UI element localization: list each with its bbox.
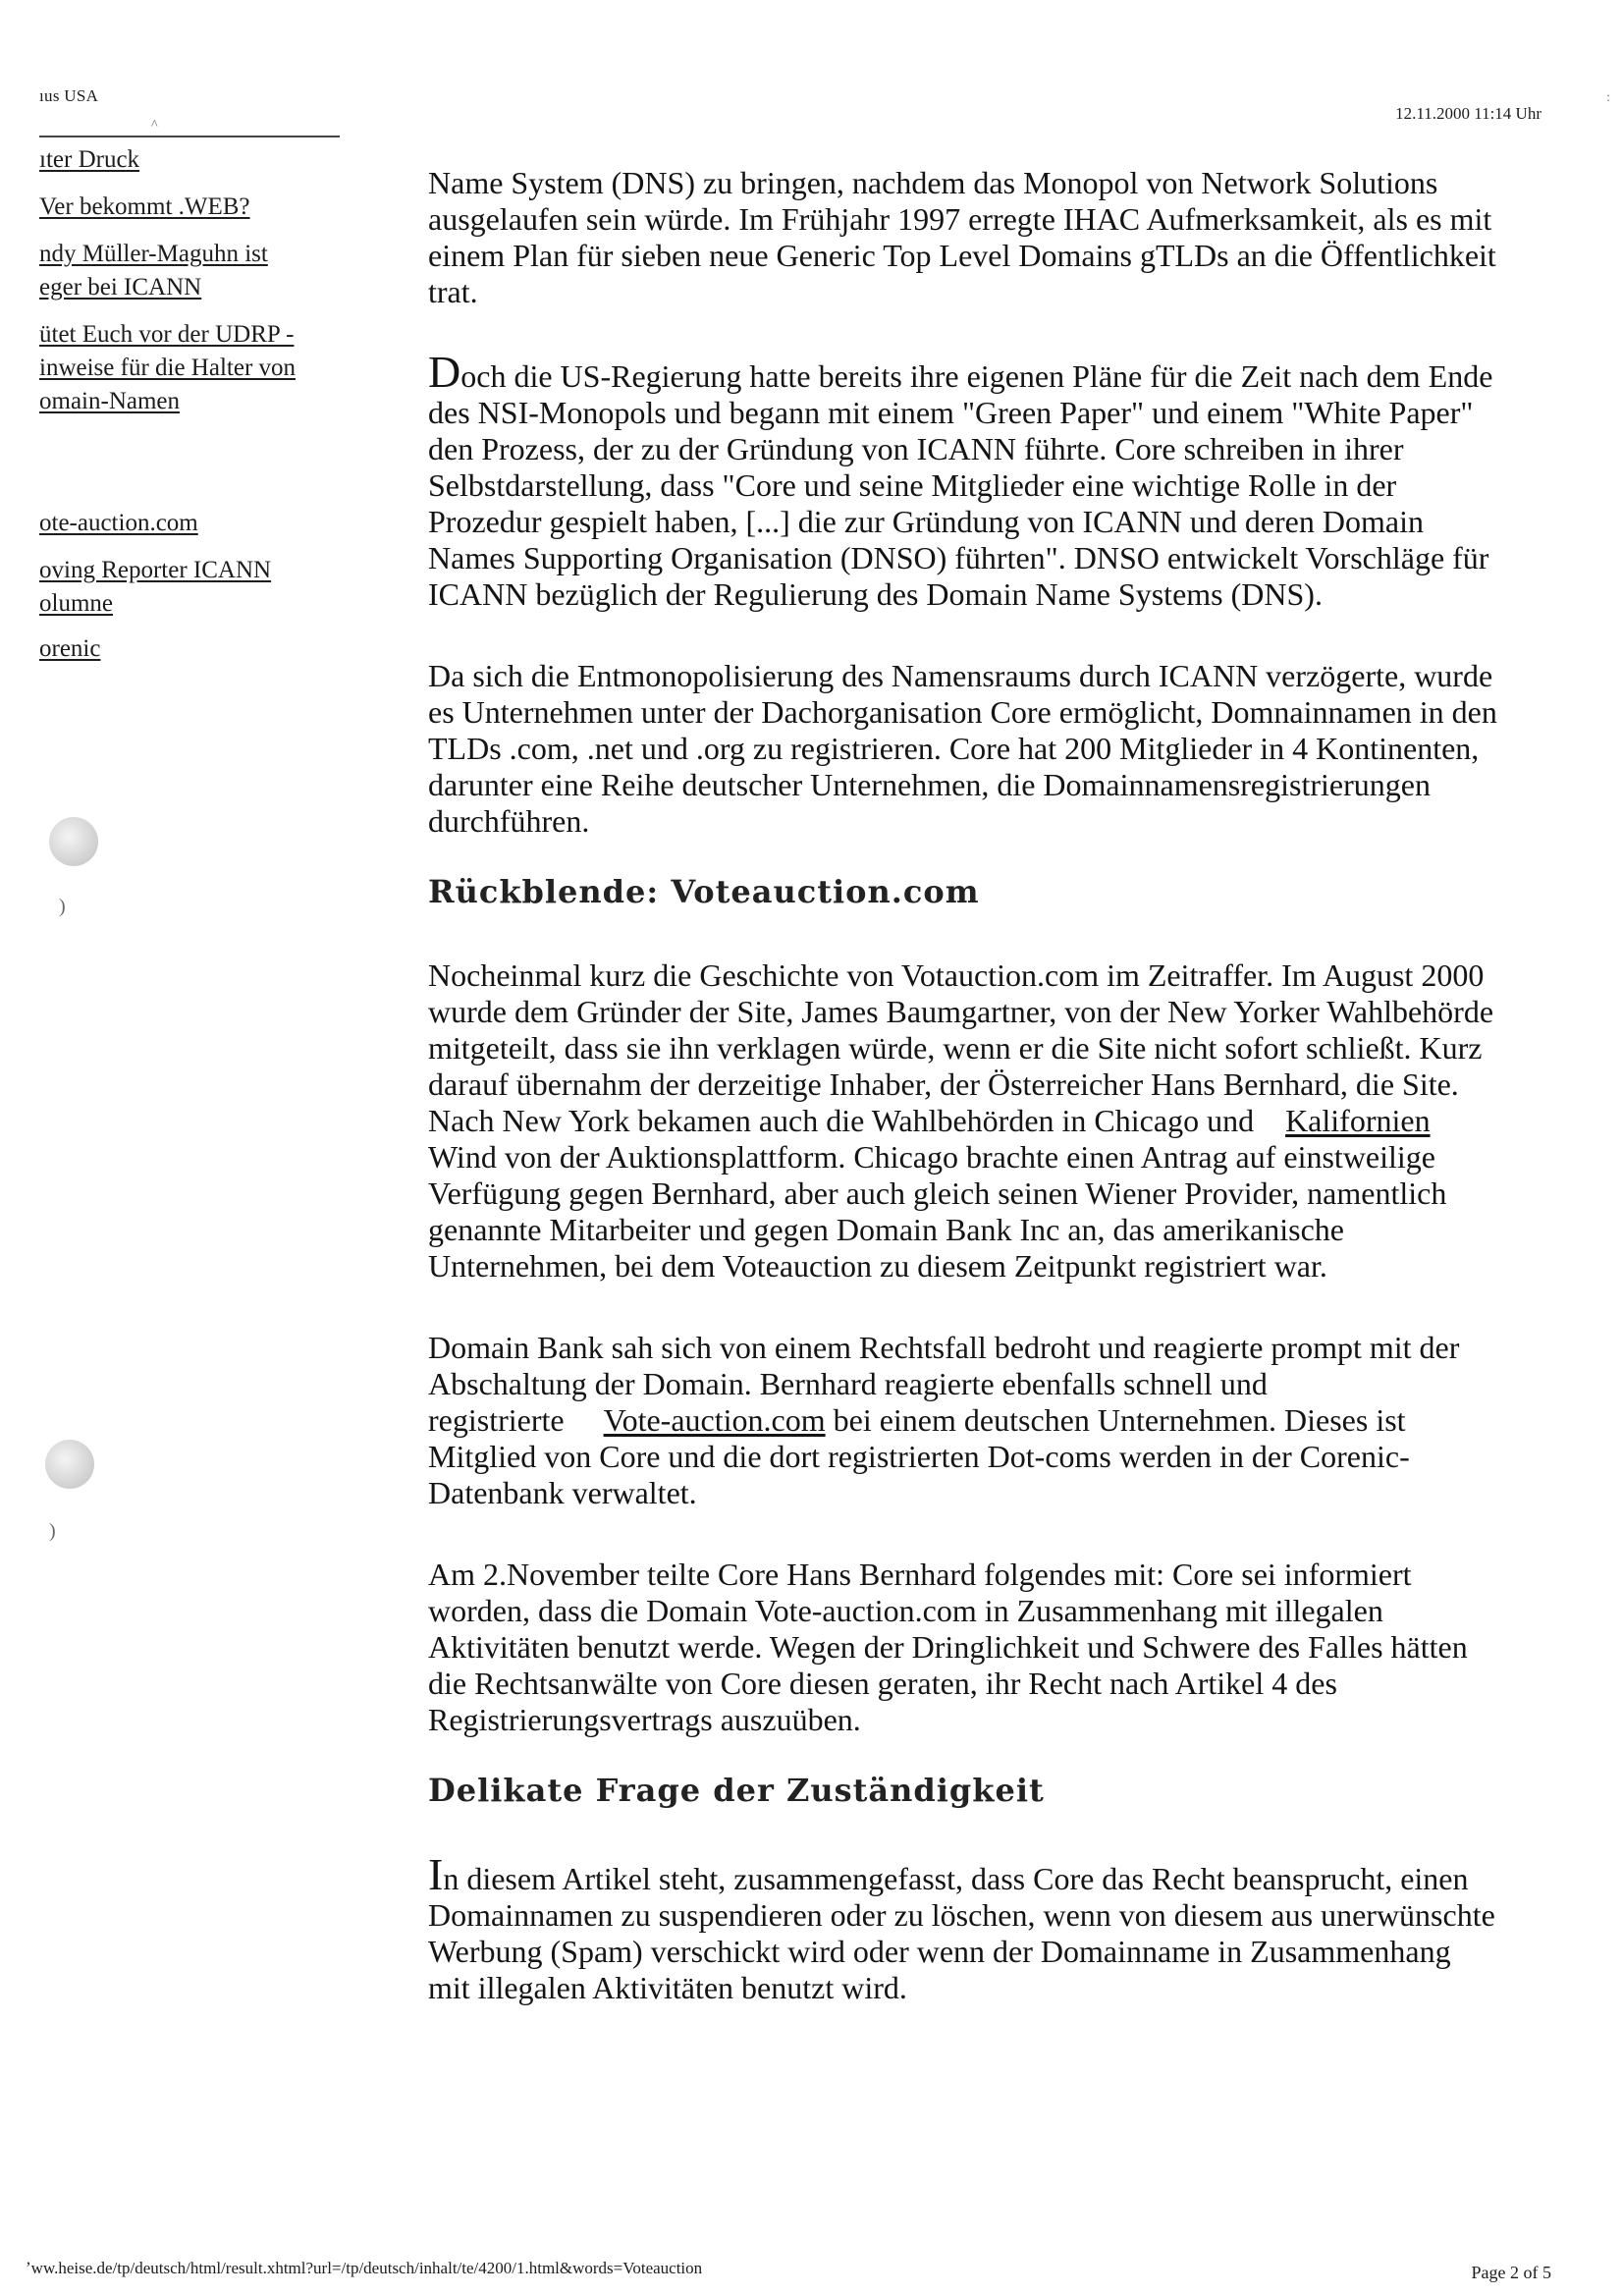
- section-heading-zustaendigkeit: Delikate Frage der Zuständigkeit: [428, 1772, 1045, 1809]
- sidebar-link-udrp[interactable]: ütet Euch vor der UDRP - inweise für die Halter von omain-Namen: [39, 321, 297, 414]
- scan-mark: :: [1606, 90, 1610, 105]
- punch-hole-mark-upper: ): [59, 896, 66, 917]
- punch-hole-mark-lower: ): [49, 1520, 56, 1542]
- article-paragraph-3: Da sich die Entmonopolisierung des Namensraums durch ICANN verzögerte, wurde es Unternehmen unter der Dachorganisation Core ermöglicht, Domnainnamen in den TLDs .com, .net und .org zu registrieren. Core hat 200 Mitglieder in 4 Kontinenten, darunter eine Reihe deutscher Unternehmen, die Domainnamensregistrierungen durchführen.: [428, 658, 1497, 839]
- sidebar-link-mueller-maguhn[interactable]: ndy Müller-Maguhn ist eger bei ICANN: [39, 241, 268, 301]
- article-paragraph-6: Am 2.November teilte Core Hans Bernhard folgendes mit: Core sei informiert worden, dass die Domain Vote-auction.com in Zusammenhang mit illegalen Aktivitäten benutzt werde. Wegen der Dringlichkeit und Schwere des Falles hätten die Rechtsanwälte von Core diesen geraten, ihr Recht nach Artikel 4 des Registrierungsvertrags auszuüben.: [428, 1557, 1468, 1737]
- section-heading-rueckblende: Rückblende: Voteauction.com: [428, 873, 980, 910]
- sidebar-link-roving-reporter[interactable]: oving Reporter ICANN olumne: [39, 557, 272, 617]
- drop-cap: I: [428, 1849, 444, 1899]
- sidebar-link-web[interactable]: Ver bekommt .WEB?: [39, 193, 250, 220]
- scan-tick-mark: ^: [151, 118, 158, 133]
- header-timestamp: 12.11.2000 11:14 Uhr: [1395, 104, 1541, 123]
- article-paragraph-5: Domain Bank sah sich von einem Rechtsfall bedroht und reagierte prompt mit der Abschaltung der Domain. Bernhard reagierte ebenfalls schnell und registrierte Vote-auction.com bei einem deutschen Unternehmen. Dieses ist Mitglied von Core und die dort registrierten Dot-coms werden in der Corenic-Datenbank verwaltet.: [428, 1330, 1460, 1510]
- punch-hole-lower: [45, 1440, 94, 1489]
- sidebar-link-corenic[interactable]: orenic: [39, 635, 101, 662]
- article-paragraph-7: In diesem Artikel steht, zusammengefasst, dass Core das Recht beansprucht, einen Domainnamen zu suspendieren oder zu löschen, wenn von diesem aus unerwünschte Werbung (Spam) verschickt wird oder wenn der Domainname in Zusammenhang mit illegalen Aktivitäten benutzt wird.: [428, 1849, 1495, 2005]
- link-vote-auction[interactable]: Vote-auction.com: [603, 1402, 826, 1438]
- header-source: ıus USA: [39, 86, 99, 105]
- sidebar-link-unter-druck[interactable]: ıter Druck: [39, 146, 140, 173]
- punch-hole-upper: [49, 817, 98, 866]
- article-paragraph-2: Doch die US-Regierung hatte bereits ihre eigenen Pläne für die Zeit nach dem Ende des NSI-Monopols und begann mit einem "Green Paper" und einem "White Paper" den Prozess, der zu der Gründung von ICANN führte. Core schreiben in ihrer Selbstdarstellung, dass "Core und seine Mitglieder eine wichtige Rolle in der Prozedur gespielt haben, [...] die zur Gründung von ICANN und deren Domain Names Supporting Organisation (DNSO) führten". DNSO entwickelt Vorschläge für ICANN bezüglich der Regulierung des Domain Name Systems (DNS).: [428, 347, 1493, 612]
- article-paragraph-4: Nocheinmal kurz die Geschichte von Votauction.com im Zeitraffer. Im August 2000 wurde dem Gründer der Site, James Baumgartner, von der New Yorker Wahlbehörde mitgeteilt, dass sie ihn verklagen würde, wenn er die Site nicht sofort schließt. Kurz darauf übernahm der derzeitige Inhaber, der Österreicher Hans Bernhard, die Site. Nach New York bekamen auch die Wahlbehörden in Chicago und Kalifornien Wind von der Auktionsplattform. Chicago brachte einen Antrag auf einstweilige Verfügung gegen Bernhard, aber auch gleich seinen Wiener Provider, namentlich genannte Mitarbeiter und gegen Domain Bank Inc an, das amerikanische Unternehmen, bei dem Voteauction zu diesem Zeitpunkt registriert war.: [428, 957, 1494, 1284]
- sidebar-link-vote-auction[interactable]: ote-auction.com: [39, 510, 198, 536]
- page-number: Page 2 of 5: [1471, 2263, 1551, 2282]
- article-body: [428, 165, 1498, 2006]
- related-links-sidebar: [0, 0, 353, 707]
- footer-url: ʼww.heise.de/tp/deutsch/html/result.xhtml?url=/tp/deutsch/inhalt/te/4200/1.html&words=Voteauction: [26, 2259, 703, 2277]
- drop-cap: D: [428, 347, 461, 397]
- article-paragraph-1: Name System (DNS) zu bringen, nachdem das Monopol von Network Solutions ausgelaufen sein würde. Im Frühjahr 1997 erregte IHAC Aufmerksamkeit, als es mit einem Plan für sieben neue Generic Top Level Domains gTLDs an die Öffentlichkeit trat.: [428, 165, 1496, 309]
- link-kalifornien[interactable]: Kalifornien: [1285, 1103, 1431, 1138]
